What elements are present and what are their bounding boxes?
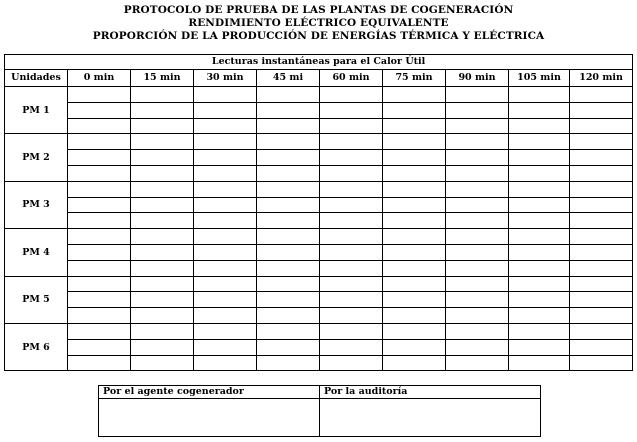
reading-cell[interactable] xyxy=(194,213,257,229)
reading-cell[interactable] xyxy=(446,134,509,150)
reading-cell[interactable] xyxy=(570,165,633,181)
unit-row xyxy=(5,229,633,245)
reading-cell[interactable] xyxy=(194,150,257,166)
unit-row xyxy=(5,150,633,166)
reading-cell[interactable] xyxy=(68,323,131,339)
reading-cell[interactable] xyxy=(68,355,131,371)
reading-cell[interactable] xyxy=(194,181,257,197)
reading-cell[interactable] xyxy=(320,323,383,339)
reading-cell[interactable] xyxy=(257,118,320,134)
reading-cell[interactable] xyxy=(320,181,383,197)
reading-cell[interactable] xyxy=(509,87,570,103)
unit-row xyxy=(5,165,633,181)
signature-header-row xyxy=(99,386,541,399)
reading-cell[interactable] xyxy=(257,150,320,166)
reading-cell[interactable] xyxy=(131,339,194,355)
reading-cell[interactable] xyxy=(383,292,446,308)
reading-cell[interactable] xyxy=(570,260,633,276)
reading-cell[interactable] xyxy=(446,276,509,292)
readings-header-row xyxy=(5,70,633,87)
reading-cell[interactable] xyxy=(509,134,570,150)
reading-cell[interactable] xyxy=(68,292,131,308)
reading-cell[interactable] xyxy=(68,102,131,118)
reading-cell[interactable] xyxy=(194,276,257,292)
reading-cell[interactable] xyxy=(194,308,257,324)
signature-body-row xyxy=(99,399,541,437)
reading-cell[interactable] xyxy=(194,292,257,308)
reading-cell[interactable] xyxy=(383,87,446,103)
document-title xyxy=(0,4,637,43)
unit-row xyxy=(5,323,633,339)
reading-cell[interactable] xyxy=(383,276,446,292)
reading-cell[interactable] xyxy=(446,292,509,308)
reading-cell[interactable] xyxy=(68,118,131,134)
reading-cell[interactable] xyxy=(68,308,131,324)
unit-row xyxy=(5,87,633,103)
reading-cell[interactable] xyxy=(194,87,257,103)
reading-cell[interactable] xyxy=(68,339,131,355)
reading-cell[interactable] xyxy=(446,118,509,134)
reading-cell[interactable] xyxy=(570,102,633,118)
reading-cell[interactable] xyxy=(383,229,446,245)
reading-cell[interactable] xyxy=(570,150,633,166)
reading-cell[interactable] xyxy=(131,323,194,339)
audit-signature-label: Por la auditoría xyxy=(320,386,541,399)
reading-cell[interactable] xyxy=(131,102,194,118)
reading-cell[interactable] xyxy=(194,355,257,371)
reading-cell[interactable] xyxy=(383,150,446,166)
unit-row xyxy=(5,355,633,371)
reading-cell[interactable] xyxy=(68,213,131,229)
signature-table xyxy=(98,385,541,437)
reading-cell[interactable] xyxy=(257,323,320,339)
reading-cell[interactable] xyxy=(131,134,194,150)
reading-cell[interactable] xyxy=(257,260,320,276)
reading-cell[interactable] xyxy=(257,292,320,308)
reading-cell[interactable] xyxy=(131,87,194,103)
reading-cell[interactable] xyxy=(320,229,383,245)
reading-cell[interactable] xyxy=(68,229,131,245)
title-line-3: PROPORCIÓN DE LA PRODUCCIÓN DE ENERGÍAS TÉRMICA Y ELÉCTRICA xyxy=(92,30,545,42)
unit-row xyxy=(5,213,633,229)
reading-cell[interactable] xyxy=(257,134,320,150)
unit-row xyxy=(5,197,633,213)
reading-cell[interactable] xyxy=(320,165,383,181)
reading-cell[interactable] xyxy=(570,244,633,260)
reading-cell[interactable] xyxy=(131,355,194,371)
time-header: 45 mi xyxy=(257,70,320,87)
unit-label: PM 1 xyxy=(5,87,68,134)
reading-cell[interactable] xyxy=(320,87,383,103)
reading-cell[interactable] xyxy=(446,339,509,355)
reading-cell[interactable] xyxy=(509,229,570,245)
reading-cell[interactable] xyxy=(257,213,320,229)
reading-cell[interactable] xyxy=(194,102,257,118)
unit-row xyxy=(5,292,633,308)
time-header: 15 min xyxy=(131,70,194,87)
reading-cell[interactable] xyxy=(194,165,257,181)
unit-column-header: Unidades xyxy=(5,70,68,87)
reading-cell[interactable] xyxy=(131,181,194,197)
reading-cell[interactable] xyxy=(446,150,509,166)
reading-cell[interactable] xyxy=(383,355,446,371)
reading-cell[interactable] xyxy=(383,339,446,355)
reading-cell[interactable] xyxy=(383,244,446,260)
reading-cell[interactable] xyxy=(320,244,383,260)
reading-cell[interactable] xyxy=(131,165,194,181)
reading-cell[interactable] xyxy=(509,276,570,292)
reading-cell[interactable] xyxy=(320,197,383,213)
reading-cell[interactable] xyxy=(446,181,509,197)
reading-cell[interactable] xyxy=(509,323,570,339)
unit-row xyxy=(5,181,633,197)
reading-cell[interactable] xyxy=(570,134,633,150)
reading-cell[interactable] xyxy=(194,244,257,260)
reading-cell[interactable] xyxy=(509,213,570,229)
reading-cell[interactable] xyxy=(509,339,570,355)
reading-cell[interactable] xyxy=(131,118,194,134)
reading-cell[interactable] xyxy=(320,102,383,118)
reading-cell[interactable] xyxy=(446,323,509,339)
reading-cell[interactable] xyxy=(194,134,257,150)
unit-label: PM 6 xyxy=(5,323,68,370)
reading-cell[interactable] xyxy=(446,260,509,276)
reading-cell[interactable] xyxy=(383,102,446,118)
time-header: 75 min xyxy=(383,70,446,87)
unit-row xyxy=(5,134,633,150)
reading-cell[interactable] xyxy=(320,260,383,276)
reading-cell[interactable] xyxy=(570,197,633,213)
reading-cell[interactable] xyxy=(68,165,131,181)
reading-cell[interactable] xyxy=(570,308,633,324)
reading-cell[interactable] xyxy=(320,276,383,292)
reading-cell[interactable] xyxy=(257,244,320,260)
unit-row xyxy=(5,260,633,276)
reading-cell[interactable] xyxy=(509,102,570,118)
reading-cell[interactable] xyxy=(570,229,633,245)
reading-cell[interactable] xyxy=(68,181,131,197)
reading-cell[interactable] xyxy=(68,260,131,276)
reading-cell[interactable] xyxy=(194,229,257,245)
reading-cell[interactable] xyxy=(570,292,633,308)
reading-cell[interactable] xyxy=(509,197,570,213)
reading-cell[interactable] xyxy=(257,102,320,118)
reading-cell[interactable] xyxy=(320,355,383,371)
reading-cell[interactable] xyxy=(68,244,131,260)
reading-cell[interactable] xyxy=(383,260,446,276)
reading-cell[interactable] xyxy=(446,87,509,103)
unit-row xyxy=(5,339,633,355)
reading-cell[interactable] xyxy=(320,118,383,134)
reading-cell[interactable] xyxy=(509,181,570,197)
reading-cell[interactable] xyxy=(257,197,320,213)
reading-cell[interactable] xyxy=(383,118,446,134)
reading-cell[interactable] xyxy=(446,213,509,229)
reading-cell[interactable] xyxy=(509,150,570,166)
unit-label: PM 4 xyxy=(5,229,68,276)
reading-cell[interactable] xyxy=(509,244,570,260)
time-header: 120 min xyxy=(570,70,633,87)
reading-cell[interactable] xyxy=(257,87,320,103)
reading-cell[interactable] xyxy=(383,213,446,229)
unit-label: PM 2 xyxy=(5,134,68,181)
reading-cell[interactable] xyxy=(257,355,320,371)
reading-cell[interactable] xyxy=(446,102,509,118)
reading-cell[interactable] xyxy=(257,276,320,292)
reading-cell[interactable] xyxy=(570,181,633,197)
reading-cell[interactable] xyxy=(320,308,383,324)
reading-cell[interactable] xyxy=(68,197,131,213)
unit-label: PM 5 xyxy=(5,276,68,323)
reading-cell[interactable] xyxy=(320,292,383,308)
unit-row xyxy=(5,244,633,260)
reading-cell[interactable] xyxy=(257,229,320,245)
reading-cell[interactable] xyxy=(446,229,509,245)
title-line-2: RENDIMIENTO ELÉCTRICO EQUIVALENTE xyxy=(188,17,449,29)
reading-cell[interactable] xyxy=(570,213,633,229)
reading-cell[interactable] xyxy=(570,323,633,339)
readings-caption: Lecturas instantáneas para el Calor Útil xyxy=(5,55,633,70)
reading-cell[interactable] xyxy=(320,134,383,150)
time-header: 90 min xyxy=(446,70,509,87)
reading-cell[interactable] xyxy=(383,308,446,324)
reading-cell[interactable] xyxy=(509,308,570,324)
reading-cell[interactable] xyxy=(68,87,131,103)
time-header: 0 min xyxy=(68,70,131,87)
readings-caption-row xyxy=(5,55,633,70)
reading-cell[interactable] xyxy=(68,150,131,166)
reading-cell[interactable] xyxy=(509,260,570,276)
reading-cell[interactable] xyxy=(131,260,194,276)
reading-cell[interactable] xyxy=(257,165,320,181)
reading-cell[interactable] xyxy=(131,308,194,324)
audit-signature-box[interactable] xyxy=(320,399,541,437)
reading-cell[interactable] xyxy=(68,134,131,150)
reading-cell[interactable] xyxy=(131,229,194,245)
reading-cell[interactable] xyxy=(194,118,257,134)
reading-cell[interactable] xyxy=(446,244,509,260)
reading-cell[interactable] xyxy=(570,355,633,371)
reading-cell[interactable] xyxy=(131,292,194,308)
reading-cell[interactable] xyxy=(509,118,570,134)
unit-row xyxy=(5,276,633,292)
reading-cell[interactable] xyxy=(257,339,320,355)
reading-cell[interactable] xyxy=(320,213,383,229)
reading-cell[interactable] xyxy=(383,181,446,197)
reading-cell[interactable] xyxy=(570,87,633,103)
title-line-1: PROTOCOLO DE PRUEBA DE LAS PLANTAS DE COGENERACIÓN xyxy=(123,4,514,16)
reading-cell[interactable] xyxy=(194,260,257,276)
reading-cell[interactable] xyxy=(446,308,509,324)
reading-cell[interactable] xyxy=(131,244,194,260)
reading-cell[interactable] xyxy=(257,308,320,324)
reading-cell[interactable] xyxy=(131,213,194,229)
agent-signature-label: Por el agente cogenerador xyxy=(99,386,320,399)
reading-cell[interactable] xyxy=(194,323,257,339)
reading-cell[interactable] xyxy=(509,165,570,181)
reading-cell[interactable] xyxy=(570,339,633,355)
unit-row xyxy=(5,102,633,118)
reading-cell[interactable] xyxy=(446,165,509,181)
reading-cell[interactable] xyxy=(131,150,194,166)
time-header: 30 min xyxy=(194,70,257,87)
reading-cell[interactable] xyxy=(194,339,257,355)
reading-cell[interactable] xyxy=(320,339,383,355)
unit-row xyxy=(5,118,633,134)
time-header: 60 min xyxy=(320,70,383,87)
time-header: 105 min xyxy=(509,70,570,87)
reading-cell[interactable] xyxy=(383,197,446,213)
reading-cell[interactable] xyxy=(509,355,570,371)
reading-cell[interactable] xyxy=(570,276,633,292)
reading-cell[interactable] xyxy=(446,197,509,213)
reading-cell[interactable] xyxy=(570,118,633,134)
unit-row xyxy=(5,308,633,324)
reading-cell[interactable] xyxy=(446,355,509,371)
unit-label: PM 3 xyxy=(5,181,68,228)
readings-table xyxy=(4,54,633,371)
agent-signature-box[interactable] xyxy=(99,399,320,437)
reading-cell[interactable] xyxy=(68,276,131,292)
reading-cell[interactable] xyxy=(131,197,194,213)
reading-cell[interactable] xyxy=(320,150,383,166)
reading-cell[interactable] xyxy=(131,276,194,292)
reading-cell[interactable] xyxy=(383,323,446,339)
reading-cell[interactable] xyxy=(257,181,320,197)
reading-cell[interactable] xyxy=(383,165,446,181)
reading-cell[interactable] xyxy=(509,292,570,308)
reading-cell[interactable] xyxy=(383,134,446,150)
reading-cell[interactable] xyxy=(194,197,257,213)
